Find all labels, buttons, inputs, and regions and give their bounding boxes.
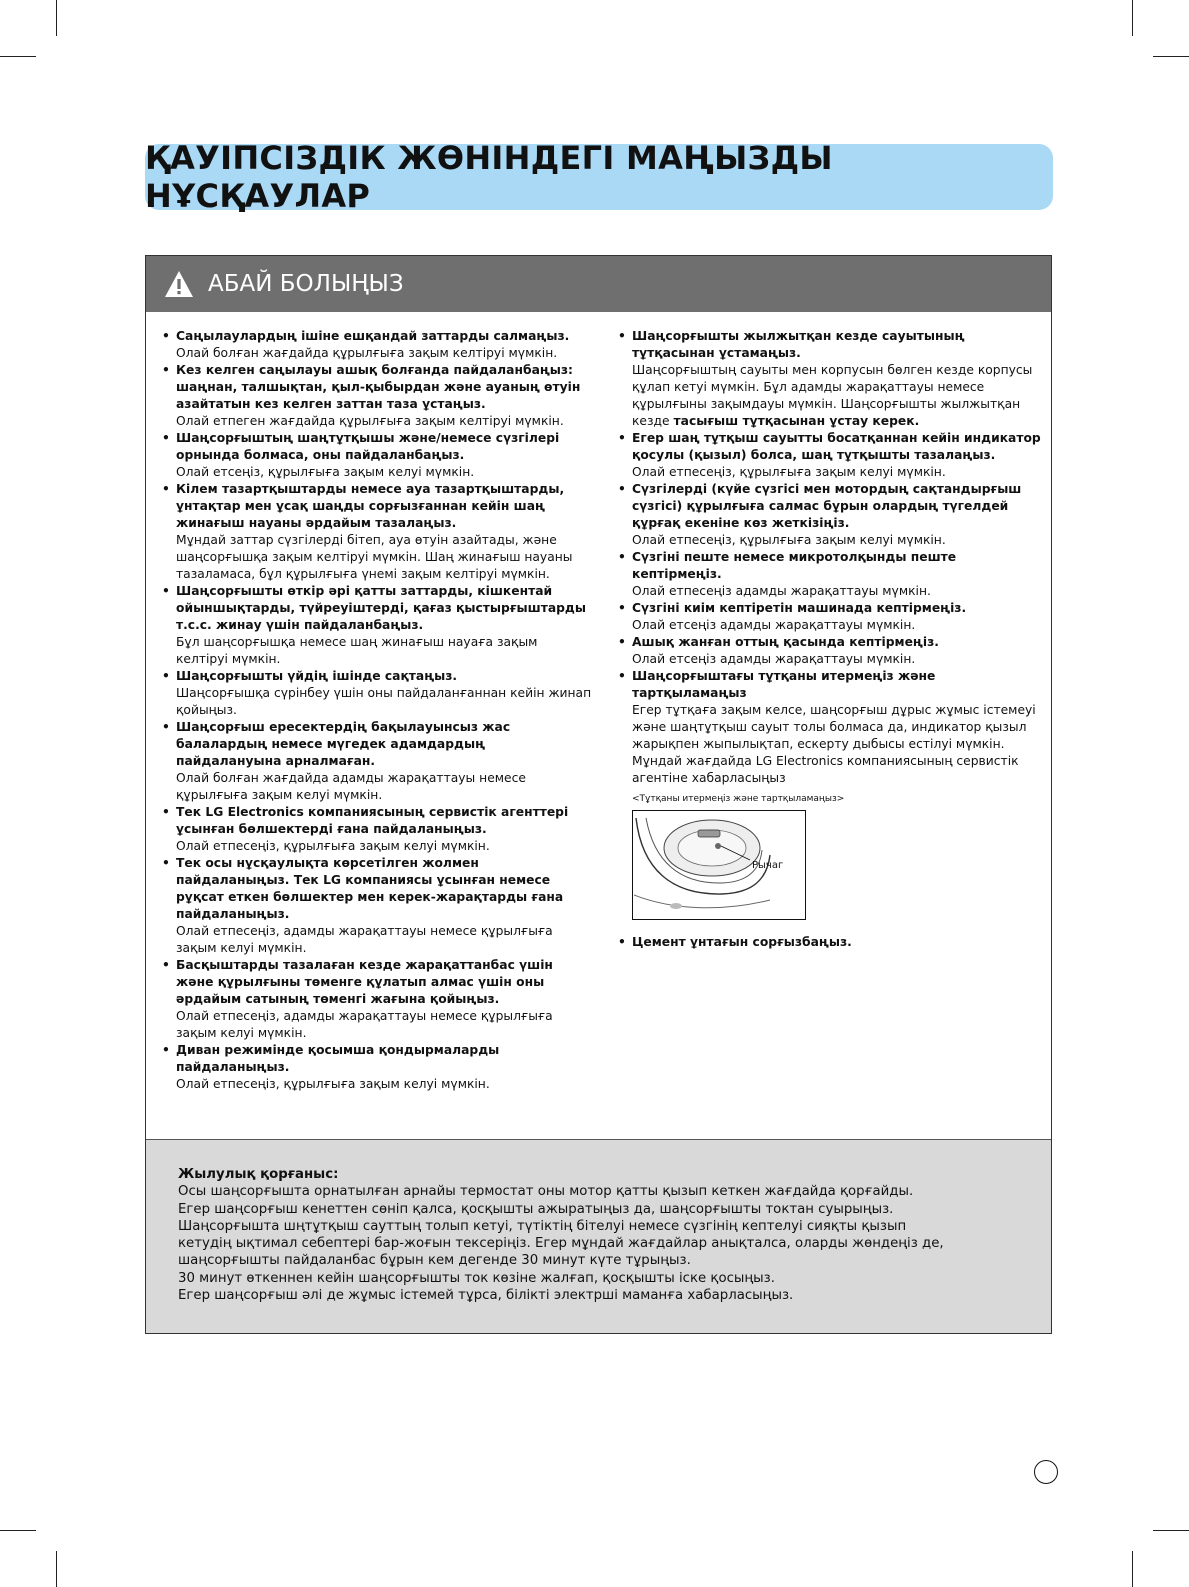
caution-item (618, 634, 1050, 668)
bullet: • (162, 584, 170, 598)
caution-item (162, 855, 592, 957)
bullet: • (162, 720, 170, 734)
bullet: • (162, 805, 170, 819)
thermal-line: Осы шаңсорғышта орнатылған арнайы термостат оны мотор қатты қызып кеткен жағдайда қорғайды. (178, 1184, 914, 1200)
page-title: ҚАУІПСІЗДІК ЖӨНІНДЕГІ МАҢЫЗДЫ НҰСҚАУЛАР (145, 139, 833, 215)
caution-heading: АБАЙ БОЛЫҢЫЗ (208, 271, 404, 297)
caution-item-text (632, 362, 1050, 430)
caution-item-text: Олай етпесеңіз, адамды жарақаттауы немесе құрылғыға зақым келуі мүмкін. (176, 924, 553, 955)
bullet: • (162, 1043, 170, 1057)
caution-item-title: Сүзгілерді (күйе сүзгісі мен мотордың сақтандырғыш сүзгісі) құрылғыға салмас бұрын олардың түгелдей құрғақ екеніне көз жеткізіңіз. (632, 482, 1022, 530)
caution-item-title: Саңылаулардың ішіне ешқандай заттарды салмаңыз. (176, 329, 570, 343)
lever-figure (632, 793, 1050, 920)
caution-item-title: Тек осы нұсқаулықта көрсетілген жолмен пайдаланыңыз. Тек LG компаниясы ұсынған немесе рұқсат еткен бөлшектер мен керек-жарақтарды ғана пайдаланыңыз. (176, 856, 564, 921)
caution-item (162, 583, 592, 668)
caution-item (618, 600, 1050, 634)
caution-item (618, 430, 1050, 481)
bullet: • (618, 550, 626, 564)
crop-mark (1132, 1551, 1133, 1587)
caution-item-text-emphasis: тасығыш тұтқасынан ұстау керек. (673, 414, 920, 428)
bullet: • (162, 856, 170, 870)
thermal-line: Шаңсорғышта шңтұтқыш сауттың толып кетуі, түтіктің бітелуі немесе сүзгінің кептелуі сияқты қызып (178, 1218, 907, 1234)
caution-item-text: Олай етпеген жағдайда құрылғыға зақым келтіруі мүмкін. (176, 414, 564, 428)
bullet: • (618, 635, 626, 649)
caution-item-title: Шаңсорғыштың шаңтұтқышы және/немесе сүзгілері орнында болмаса, оны пайдаланбаңыз. (176, 431, 560, 462)
bullet: • (162, 958, 170, 972)
thermal-heading: Жылулық қорғаныс: (178, 1167, 339, 1182)
caution-item (162, 481, 592, 583)
caution-item (618, 328, 1050, 430)
crop-mark (56, 0, 57, 36)
caution-item-text: Шаңсорғышқа сүрінбеу үшін оны пайдаланғаннан кейін жинап қойыңыз. (176, 686, 592, 717)
caution-item-text: Олай етсеңіз адамды жарақаттауы мүмкін. (632, 618, 916, 632)
thermal-line: Егер шаңсорғыш кенеттен сөніп қалса, қосқышты ажыратыңыз да, шаңсорғышты токтан суырыңыз. (178, 1201, 894, 1217)
bullet: • (618, 431, 626, 445)
caution-item (162, 1042, 592, 1093)
thermal-protection-section (146, 1139, 1051, 1333)
caution-item-text-part: Шаңсорғыштың сауыты мен корпусын бөлген кезде корпусы құлап кетуі мүмкін. Бұл адамды жарақаттауы немесе құрылғыны зақымдауы мүмкін. Шаңсорғышты жылжытқан кезде (632, 363, 1033, 428)
caution-item-title: Кез келген саңылауы ашық болғанда пайдаланбаңыз: шаңнан, талшықтан, қыл-қыбырдан және ауаның өтуін азайтатын кез келген заттан таза ұстаңыз. (176, 363, 581, 411)
bullet: • (162, 363, 170, 377)
caution-item (162, 362, 592, 430)
thermal-line: Егер шаңсорғыш әлі де жұмыс істемей тұрса, білікті электрші маманға хабарласыңыз. (178, 1288, 794, 1304)
caution-item-text: Олай болған жағдайда құрылғыға зақым келтіруі мүмкін. (176, 346, 558, 360)
bullet: • (618, 601, 626, 615)
caution-left-column (162, 328, 592, 1093)
caution-item-text: Олай етпесеңіз адамды жарақаттауы мүмкін. (632, 584, 931, 598)
caution-item-title: Цемент ұнтағын сорғызбаңыз. (632, 935, 852, 949)
caution-item (618, 549, 1050, 600)
caution-item-text: Олай болған жағдайда адамды жарақаттауы немесе құрылғыға зақым келуі мүмкін. (176, 771, 526, 802)
caution-item-title: Ашық жанған оттың қасында кептірмеңіз. (632, 635, 939, 649)
caution-item-text: Мұндай заттар сүзгілерді бітеп, ауа өтуін азайтады, және шаңсорғышқа зақым келтіруі мүмкін. Шаң жинағыш науаны тазаламаса, бұл құрылғыға үнемі зақым келтіруі мүмкін. (176, 533, 573, 581)
caution-item-title: Басқыштарды тазалаған кезде жарақаттанбас үшін және құрылғыны төменге құлатып алмас үшін оны әрдайым сатының төменгі жағына қойыңыз. (176, 958, 553, 1006)
caution-item-text: Олай етпесеңіз, құрылғыға зақым келуі мүмкін. (632, 533, 946, 547)
caution-item-title: Кілем тазартқыштарды немесе ауа тазартқыштарды, ұнтақтар мен ұсақ шаңды сорғызғаннан кейін шаң жинағыш науаны әрдайым тазалаңыз. (176, 482, 565, 530)
caution-item-text: Егер тұтқаға зақым келсе, шаңсорғыш дұрыс жұмыс істемеуі және шаңтұтқыш сауыт толы болмаса да, индикатор қызыл жарықпен жыпылықтап, ескерту дыбысы естілуі мүмкін. Мұндай жағдайда LG Electronics компаниясының сервистік агентіне хабарласыңыз (632, 703, 1036, 785)
caution-header (146, 256, 1051, 312)
caution-item-text: Олай етсеңіз адамды жарақаттауы мүмкін. (632, 652, 916, 666)
crop-mark (1153, 1530, 1189, 1531)
crop-mark (1132, 0, 1133, 36)
caution-item-title: Шаңсорғышты жылжытқан кезде сауытының тұтқасынан ұстамаңыз. (632, 329, 965, 360)
crop-mark (0, 1530, 36, 1531)
crop-mark (56, 1551, 57, 1587)
bullet: • (162, 482, 170, 496)
warning-triangle-icon (164, 270, 194, 298)
caution-item (162, 804, 592, 855)
caution-item-text: Олай етпесеңіз, құрылғыға зақым келуі мүмкін. (632, 465, 946, 479)
bullet: • (162, 329, 170, 343)
caution-box (145, 255, 1052, 1334)
bullet: • (618, 669, 626, 683)
thermal-line: 30 минут өткеннен кейін шаңсорғышты ток көзіне жалғап, қосқышты іске қосыңыз. (178, 1270, 775, 1286)
caution-item-text: Олай етпесеңіз, құрылғыға зақым келуі мүмкін. (176, 839, 490, 853)
caution-item (618, 934, 1050, 951)
caution-item (162, 957, 592, 1042)
thermal-text (178, 1183, 1019, 1304)
bullet: • (162, 431, 170, 445)
caution-right-column (618, 328, 1050, 951)
bullet: • (618, 329, 626, 343)
caution-item-text: Бұл шаңсорғышқа немесе шаң жинағыш науаға зақым келтіруі мүмкін. (176, 635, 538, 666)
caution-item-text: Олай етсеңіз, құрылғыға зақым келуі мүмкін. (176, 465, 475, 479)
caution-item-title: Егер шаң тұтқыш сауытты босатқаннан кейін индикатор қосулы (қызыл) болса, шаң тұтқышты тазалаңыз. (632, 431, 1041, 462)
page-title-banner (145, 139, 1053, 215)
caution-item (162, 430, 592, 481)
caution-item-title: Сүзгіні киім кептіретін машинада кептірмеңіз. (632, 601, 967, 615)
figure-caption: <Тұтқаны итермеңіз және тартқыламаңыз> (632, 794, 845, 804)
thermal-line: шаңсорғышты пайдаланбас бұрын кем дегенде 30 минут күте тұрыңыз. (178, 1253, 691, 1269)
caution-item-text: Олай етпесеңіз, адамды жарақаттауы немесе құрылғыға зақым келуі мүмкін. (176, 1009, 553, 1040)
crop-mark (0, 56, 36, 57)
bullet: • (618, 482, 626, 496)
thermal-line: кетудің ықтимал себептері бар-жоғын тексеріңіз. Егер мұндай жағдайлар анықталса, оларды жөндеңіз де, (178, 1236, 944, 1252)
page-number-circle (1034, 1460, 1058, 1484)
caution-item-title: Шаңсорғыш ересектердің бақылауынсыз жас балалардың немесе мүгедек адамдардың пайдалануына арналмаған. (176, 720, 511, 768)
caution-item-title: Диван режимінде қосымша қондырмаларды пайдаланыңыз. (176, 1043, 500, 1074)
caution-item-text: Олай етпесеңіз, құрылғыға зақым келуі мүмкін. (176, 1077, 490, 1091)
caution-item-title: Шаңсорғыштағы тұтқаны итермеңіз және тартқыламаңыз (632, 669, 936, 700)
bullet: • (618, 935, 626, 949)
bullet: • (162, 669, 170, 683)
caution-item (162, 328, 592, 362)
caution-item (162, 719, 592, 804)
caution-item-title: Сүзгіні пеште немесе микротолқынды пеште кептірмеңіз. (632, 550, 957, 581)
caution-item (618, 481, 1050, 549)
caution-item-title: Шаңсорғышты өткір әрі қатты заттарды, кішкентай ойыншықтарды, түйреуіштерді, қағаз қыстырғыштарды т.с.с. жинау үшін пайдаланбаңыз. (176, 584, 586, 632)
caution-item-title: Тек LG Electronics компаниясының сервистік агенттері ұсынған бөлшектерді ғана пайдаланыңыз. (176, 805, 569, 836)
crop-mark (1153, 56, 1189, 57)
caution-item (162, 668, 592, 719)
caution-item-title: Шаңсорғышты үйдің ішінде сақтаңыз. (176, 669, 458, 683)
caution-item (618, 668, 1050, 787)
